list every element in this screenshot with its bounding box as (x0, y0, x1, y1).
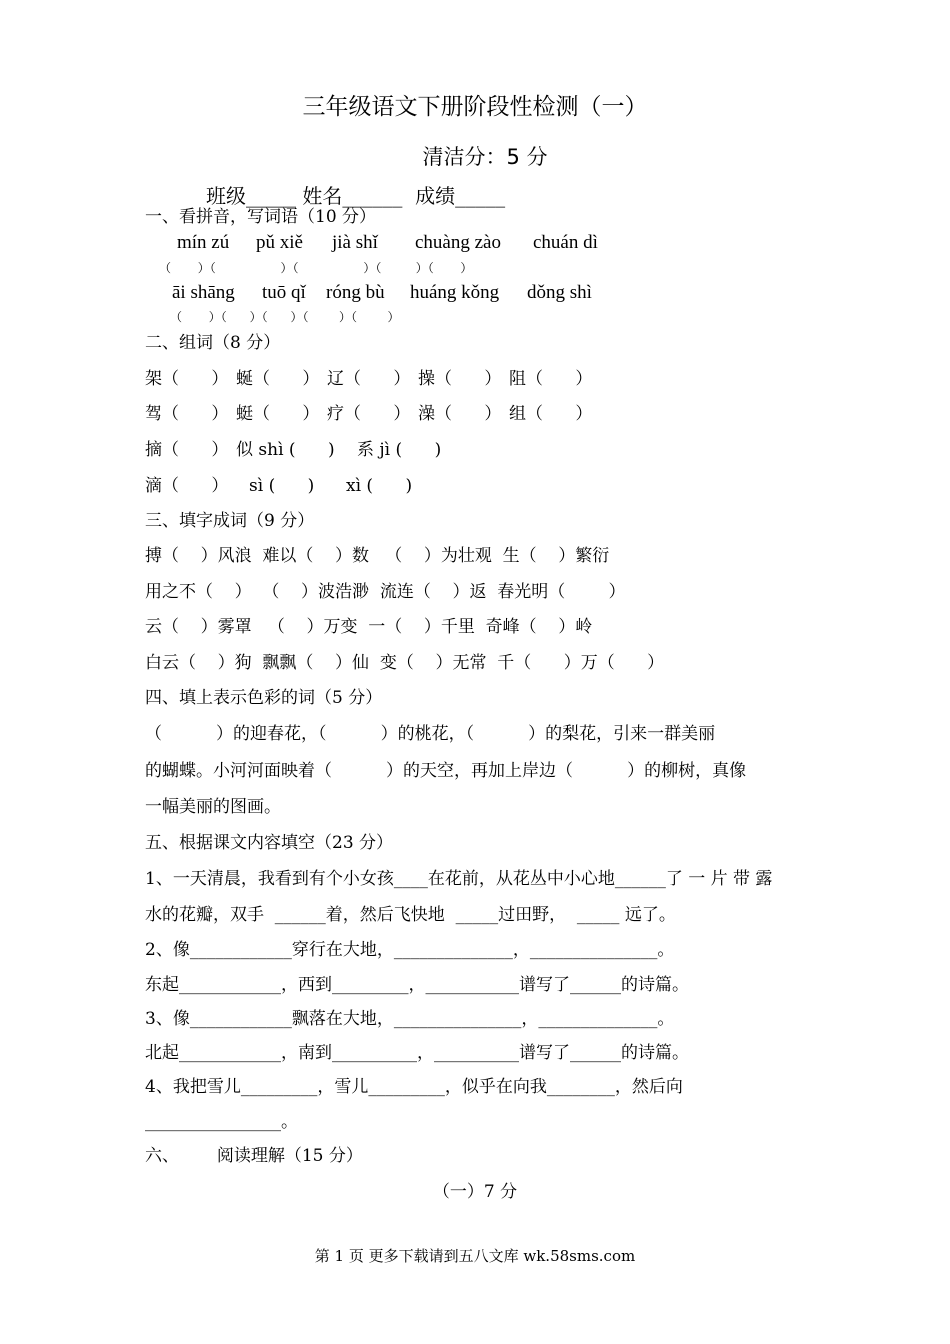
color-fill-line: （ ）的迎春花，（ ）的桃花，（ ）的梨花，引来一群美丽 (145, 724, 716, 744)
answer-parens-row: （ ）（ ）（ ）（ ）（ ） (170, 310, 400, 324)
word-group-item: 系 jì ( ) (357, 440, 442, 460)
idiom-fill-line: 搏（ ）风浪 难以（ ）数 （ ）为壮观 生（ ）繁衍 (145, 546, 610, 566)
section-6-heading: 六、 阅读理解（15 分） (145, 1146, 363, 1166)
section-3-heading: 三、填字成词（9 分） (145, 511, 315, 531)
pinyin-item: róng bù (326, 282, 385, 303)
pinyin-item: chuán dì (533, 232, 598, 253)
word-group-item: 澡（ ） (418, 404, 502, 424)
student-info-line: 班级_____ 姓名______ 成绩_____ (206, 184, 506, 208)
word-group-item: 滴（ ） (145, 476, 229, 496)
word-group-item: 驾（ ） (145, 404, 229, 424)
word-group-item: 架（ ） (145, 369, 229, 389)
clean-score: 清洁分：5 分 (422, 145, 548, 169)
section-1-heading: 一、看拼音，写词语（10 分） (145, 207, 377, 227)
color-fill-line: 一幅美丽的图画。 (145, 797, 281, 817)
word-group-item: sì ( ) (249, 476, 315, 496)
text-fill-line: 1、一天清晨，我看到有个小女孩____在花前，从花丛中小心地______了 一 片 带 露 (145, 869, 773, 889)
idiom-fill-line: 云（ ）雾罩 （ ）万变 一（ ）千里 奇峰（ ）岭 (145, 617, 593, 637)
word-group-item: xì ( ) (346, 476, 413, 496)
word-group-item: 操（ ） (418, 369, 502, 389)
page-title: 三年级语文下册阶段性检测（一） (302, 94, 648, 120)
word-group-item: 似 shì ( ) (236, 440, 335, 460)
color-fill-line: 的蝴蝶。小河河面映着（ ）的天空，再加上岸边（ ）的柳树，真像 (145, 761, 747, 781)
pinyin-item: pǔ xiě (256, 232, 303, 253)
word-group-item: 摘（ ） (145, 440, 229, 460)
pinyin-item: chuàng zào (415, 232, 501, 253)
answer-parens-row: （ ）（ ）（ ）（ ）（ ） (159, 261, 473, 275)
word-group-item: 疗（ ） (327, 404, 411, 424)
pinyin-item: āi shāng (172, 282, 235, 303)
word-group-item: 阻（ ） (509, 369, 593, 389)
text-fill-line: 4、我把雪儿_________，雪儿_________，似乎在向我________，然后向 (145, 1077, 683, 1097)
text-fill-line: 东起____________，西到_________，___________谱写了______的诗篇。 (145, 975, 689, 995)
pinyin-item: huáng kǒng (410, 282, 500, 303)
pinyin-item: tuō qǐ (262, 282, 306, 303)
pinyin-item: mín zú (177, 232, 230, 253)
section-5-heading: 五、根据课文内容填空（23 分） (145, 833, 394, 853)
idiom-fill-line: 白云（ ）狗 飘飘（ ）仙 变（ ）无常 千（ ）万（ ） (145, 653, 665, 673)
idiom-fill-line: 用之不（ ） （ ）波浩渺 流连（ ）返 春光明（ ） (145, 582, 626, 602)
word-group-item: 蜒（ ） (236, 369, 320, 389)
word-group-item: 组（ ） (509, 404, 593, 424)
reading-subsection-title: （一）7 分 (432, 1182, 518, 1202)
section-4-heading: 四、填上表示色彩的词（5 分） (145, 688, 383, 708)
text-fill-line: 2、像____________穿行在大地，______________，_______________。 (145, 940, 675, 960)
pinyin-item: jià shǐ (332, 232, 378, 253)
text-fill-line: ________________。 (145, 1112, 298, 1132)
text-fill-line: 北起____________，南到__________，__________谱写了______的诗篇。 (145, 1043, 689, 1063)
text-fill-line: 水的花瓣，双手 ______着，然后飞快地 _____过田野， _____ 远了。 (145, 905, 676, 925)
text-fill-line: 3、像____________飘落在大地，_______________，______________。 (145, 1009, 675, 1029)
page-footer: 第 1 页 更多下载请到五八文库 wk.58sms.com (314, 1247, 636, 1265)
section-2-heading: 二、组词（8 分） (145, 333, 281, 353)
word-group-item: 辽（ ） (327, 369, 411, 389)
word-group-item: 蜓（ ） (236, 404, 320, 424)
pinyin-item: dǒng shì (527, 282, 592, 303)
